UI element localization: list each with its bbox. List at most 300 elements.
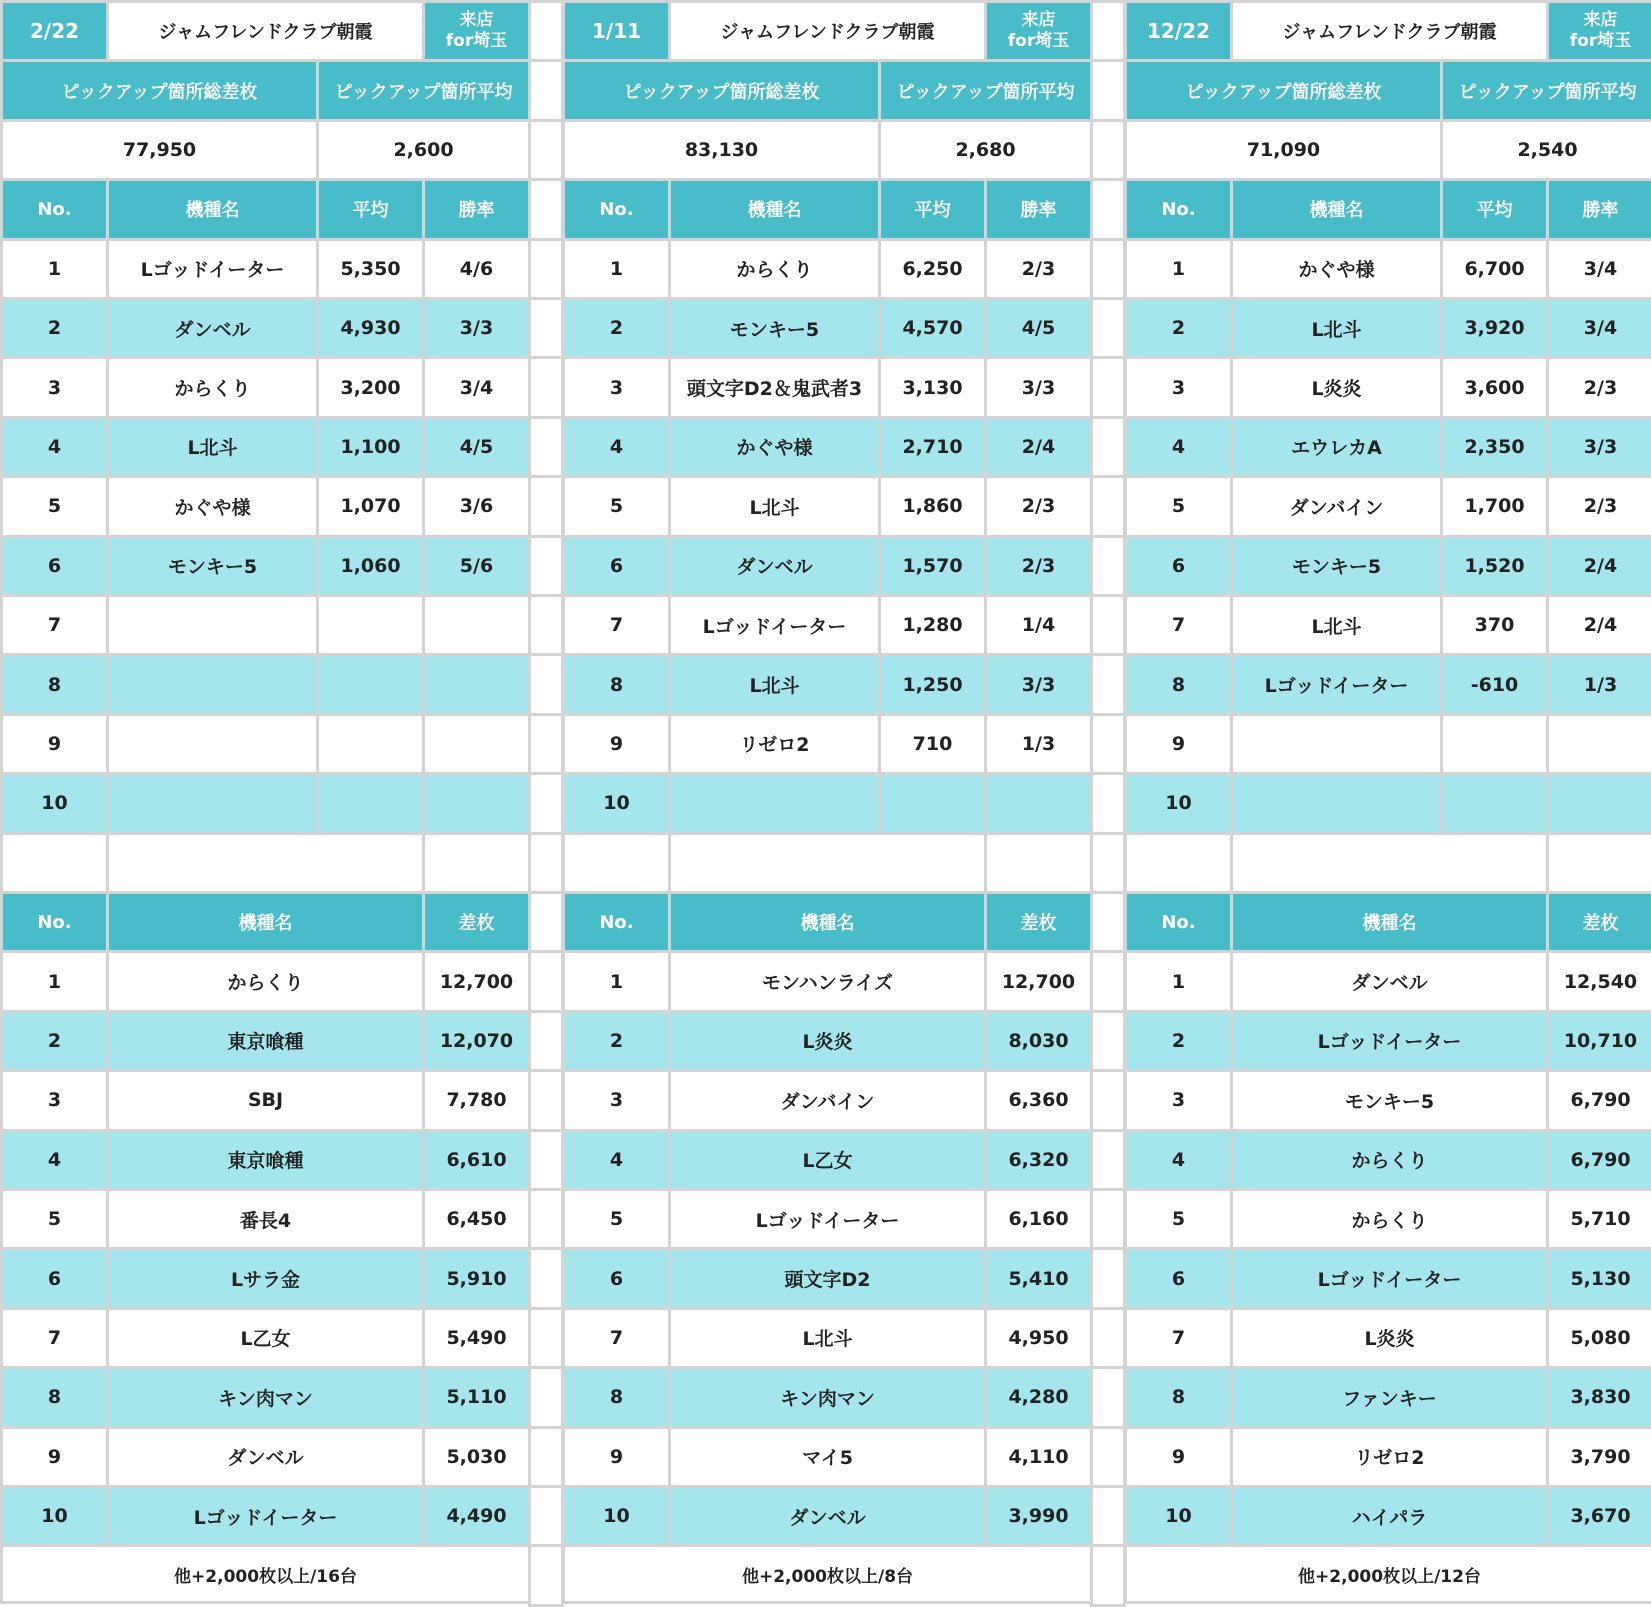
- pickup-row-rate: 3/4: [1546, 238, 1651, 300]
- event-date: 12/22: [1124, 0, 1233, 62]
- rank-col-diff-header: 差枚: [984, 891, 1093, 953]
- total-diff-header: ピックアップ箇所総差枚: [1124, 59, 1443, 121]
- ranking-row-diff: 6,160: [984, 1188, 1093, 1250]
- pickup-row-avg: -610: [1440, 653, 1549, 715]
- pickup-row-avg: 3,200: [316, 356, 425, 418]
- gap-cell: [1090, 1366, 1126, 1428]
- pickup-row-rate: 4/6: [422, 238, 531, 300]
- pickup-row-avg: 2,710: [878, 416, 987, 478]
- pickup-row-machine: エウレカA: [1230, 416, 1443, 478]
- rank-col-machine-header: 機種名: [106, 891, 425, 953]
- pickup-row-rate: 2/3: [984, 475, 1093, 537]
- col-rate-header: 勝率: [984, 178, 1093, 240]
- ranking-row-diff: 6,610: [422, 1129, 531, 1191]
- ranking-footer: 他+2,000枚以上/12台: [1124, 1544, 1651, 1603]
- ranking-row-machine: SBJ: [106, 1069, 425, 1131]
- pickup-row-rate: [422, 713, 531, 775]
- ranking-row-machine: モンハンライズ: [668, 950, 987, 1012]
- guest-label: [984, 0, 1093, 62]
- ranking-row-machine: リゼロ2: [1230, 1426, 1549, 1488]
- pickup-row-rate: [422, 594, 531, 656]
- ranking-row-machine: からくり: [1230, 1129, 1549, 1191]
- ranking-row-machine: からくり: [106, 950, 425, 1012]
- pickup-row-no: 1: [0, 238, 109, 300]
- pickup-row-no: 6: [562, 535, 671, 597]
- pickup-row-avg: 4,930: [316, 297, 425, 359]
- store-name: ジャムフレンドクラブ朝霞: [1230, 0, 1549, 62]
- rank-col-diff-header: 差枚: [422, 891, 531, 953]
- pickup-row-rate: 3/3: [422, 297, 531, 359]
- ranking-row-machine: L炎炎: [1230, 1307, 1549, 1369]
- gap-cell: [1090, 1485, 1126, 1547]
- pickup-row-machine: ダンベル: [106, 297, 319, 359]
- pickup-row-no: 9: [562, 713, 671, 775]
- pickup-row-no: 2: [562, 297, 671, 359]
- ranking-footer: 他+2,000枚以上/16台: [0, 1544, 531, 1603]
- ranking-row-diff: 5,910: [422, 1247, 531, 1309]
- avg-diff-value: 2,680: [878, 119, 1093, 181]
- pickup-row-rate: 5/6: [422, 535, 531, 597]
- pickup-row-rate: 2/3: [1546, 475, 1651, 537]
- ranking-row-no: 10: [0, 1485, 109, 1547]
- pickup-row-machine: L北斗: [106, 416, 319, 478]
- avg-diff-header: ピックアップ箇所平均: [878, 59, 1093, 121]
- gap-cell: [528, 772, 564, 834]
- gap-cell: [528, 1307, 564, 1369]
- pickup-row-rate: 3/3: [1546, 416, 1651, 478]
- ranking-row-diff: 6,450: [422, 1188, 531, 1250]
- pickup-row-avg: 1,570: [878, 535, 987, 597]
- ranking-row-diff: 6,320: [984, 1129, 1093, 1191]
- ranking-row-no: 3: [1124, 1069, 1233, 1131]
- pickup-row-machine: ダンバイン: [1230, 475, 1443, 537]
- rank-col-no-header: No.: [1124, 891, 1233, 953]
- pickup-row-no: 7: [562, 594, 671, 656]
- gap-cell: [528, 59, 564, 121]
- gap-cell: [528, 950, 564, 1012]
- col-no-header: No.: [0, 178, 109, 240]
- col-no-header: No.: [1124, 178, 1233, 240]
- pickup-row-avg: 370: [1440, 594, 1549, 656]
- gap-cell: [1090, 475, 1126, 537]
- spacer-cell: [1124, 832, 1233, 894]
- ranking-row-diff: 6,360: [984, 1069, 1093, 1131]
- col-rate-header: 勝率: [422, 178, 531, 240]
- panel-gap: [1090, 0, 1126, 1606]
- gap-cell: [1090, 1426, 1126, 1488]
- pickup-row-rate: [422, 772, 531, 834]
- ranking-row-machine: L炎炎: [668, 1010, 987, 1072]
- guest-label: [1546, 0, 1651, 62]
- ranking-row-diff: 5,080: [1546, 1307, 1651, 1369]
- pickup-row-avg: 1,280: [878, 594, 987, 656]
- gap-cell: [1090, 119, 1126, 181]
- ranking-row-no: 3: [0, 1069, 109, 1131]
- gap-cell: [1090, 713, 1126, 775]
- ranking-row-no: 5: [1124, 1188, 1233, 1250]
- ranking-row-diff: 3,990: [984, 1485, 1093, 1547]
- gap-cell: [1090, 1188, 1126, 1250]
- gap-cell: [1090, 1247, 1126, 1309]
- pickup-row-rate: [1546, 713, 1651, 775]
- pickup-row-avg: 1,100: [316, 416, 425, 478]
- ranking-row-diff: 4,110: [984, 1426, 1093, 1488]
- gap-cell: [528, 119, 564, 181]
- panel-gap: [528, 0, 564, 1606]
- pickup-row-machine: L炎炎: [1230, 356, 1443, 418]
- pickup-row-rate: 3/3: [984, 356, 1093, 418]
- spacer-cell: [1546, 832, 1651, 894]
- pickup-row-rate: 4/5: [422, 416, 531, 478]
- pickup-row-no: 10: [1124, 772, 1233, 834]
- pickup-row-no: 5: [562, 475, 671, 537]
- gap-cell: [1090, 297, 1126, 359]
- pickup-row-rate: 3/6: [422, 475, 531, 537]
- pickup-row-no: 8: [562, 653, 671, 715]
- guest-line-2: for埼玉: [445, 31, 508, 52]
- ranking-row-machine: L乙女: [668, 1129, 987, 1191]
- total-diff-value: 77,950: [0, 119, 319, 181]
- gap-cell: [1090, 238, 1126, 300]
- ranking-row-no: 5: [0, 1188, 109, 1250]
- pickup-row-rate: [984, 772, 1093, 834]
- gap-cell: [528, 0, 564, 62]
- ranking-row-diff: 5,110: [422, 1366, 531, 1428]
- col-machine-header: 機種名: [106, 178, 319, 240]
- gap-cell: [528, 356, 564, 418]
- ranking-row-machine: マイ5: [668, 1426, 987, 1488]
- pickup-row-machine: かぐや様: [1230, 238, 1443, 300]
- gap-cell: [528, 1247, 564, 1309]
- gap-cell: [528, 238, 564, 300]
- gap-cell: [1090, 59, 1126, 121]
- pickup-row-avg: 2,350: [1440, 416, 1549, 478]
- pickup-row-machine: [106, 713, 319, 775]
- pickup-row-avg: 1,250: [878, 653, 987, 715]
- pickup-row-rate: 2/4: [1546, 535, 1651, 597]
- ranking-row-diff: 12,700: [984, 950, 1093, 1012]
- pickup-row-rate: 4/5: [984, 297, 1093, 359]
- ranking-row-machine: Lゴッドイーター: [1230, 1247, 1549, 1309]
- pickup-row-machine: L北斗: [668, 475, 881, 537]
- pickup-row-machine: [1230, 772, 1443, 834]
- gap-cell: [1090, 950, 1126, 1012]
- pickup-row-machine: モンキー5: [106, 535, 319, 597]
- avg-diff-value: 2,540: [1440, 119, 1651, 181]
- pickup-row-rate: 3/4: [1546, 297, 1651, 359]
- ranking-row-diff: 3,790: [1546, 1426, 1651, 1488]
- gap-cell: [1090, 1010, 1126, 1072]
- ranking-row-diff: 12,540: [1546, 950, 1651, 1012]
- gap-cell: [1090, 772, 1126, 834]
- pickup-row-machine: Lゴッドイーター: [106, 238, 319, 300]
- ranking-row-machine: Lゴッドイーター: [668, 1188, 987, 1250]
- pickup-row-avg: 4,570: [878, 297, 987, 359]
- col-machine-header: 機種名: [668, 178, 881, 240]
- total-diff-header: ピックアップ箇所総差枚: [562, 59, 881, 121]
- spacer-cell: [668, 832, 987, 894]
- gap-cell: [528, 1010, 564, 1072]
- gap-cell: [528, 1544, 564, 1606]
- total-diff-value: 71,090: [1124, 119, 1443, 181]
- pickup-row-rate: 2/4: [1546, 594, 1651, 656]
- gap-cell: [1090, 535, 1126, 597]
- gap-cell: [528, 416, 564, 478]
- pickup-row-avg: [316, 772, 425, 834]
- ranking-row-no: 1: [1124, 950, 1233, 1012]
- gap-cell: [1090, 0, 1126, 62]
- col-avg-header: 平均: [1440, 178, 1549, 240]
- gap-cell: [1090, 416, 1126, 478]
- pickup-row-no: 5: [0, 475, 109, 537]
- ranking-row-diff: 5,030: [422, 1426, 531, 1488]
- ranking-row-diff: 6,790: [1546, 1129, 1651, 1191]
- gap-cell: [528, 535, 564, 597]
- pickup-row-no: 2: [0, 297, 109, 359]
- ranking-row-diff: 4,280: [984, 1366, 1093, 1428]
- pickup-row-no: 6: [1124, 535, 1233, 597]
- pickup-row-rate: 3/4: [422, 356, 531, 418]
- pickup-row-avg: [316, 594, 425, 656]
- ranking-row-machine: 頭文字D2: [668, 1247, 987, 1309]
- ranking-row-no: 3: [562, 1069, 671, 1131]
- ranking-row-machine: ハイパラ: [1230, 1485, 1549, 1547]
- pickup-row-machine: [668, 772, 881, 834]
- gap-cell: [528, 1485, 564, 1547]
- gap-cell: [1090, 832, 1126, 894]
- pickup-row-no: 2: [1124, 297, 1233, 359]
- spacer-cell: [984, 832, 1093, 894]
- pickup-row-avg: 3,130: [878, 356, 987, 418]
- gap-cell: [528, 178, 564, 240]
- pickup-row-no: 7: [0, 594, 109, 656]
- ranking-row-no: 2: [562, 1010, 671, 1072]
- ranking-row-no: 8: [1124, 1366, 1233, 1428]
- ranking-row-no: 1: [0, 950, 109, 1012]
- pickup-row-machine: 頭文字D2＆鬼武者3: [668, 356, 881, 418]
- pickup-row-machine: かぐや様: [668, 416, 881, 478]
- pickup-row-rate: 2/3: [984, 238, 1093, 300]
- pickup-row-rate: 2/4: [984, 416, 1093, 478]
- rank-col-machine-header: 機種名: [1230, 891, 1549, 953]
- gap-cell: [528, 653, 564, 715]
- gap-cell: [528, 713, 564, 775]
- pickup-row-machine: からくり: [668, 238, 881, 300]
- ranking-row-no: 8: [0, 1366, 109, 1428]
- date-panel-2: [562, 0, 1090, 1606]
- ranking-row-diff: 8,030: [984, 1010, 1093, 1072]
- ranking-row-diff: 4,490: [422, 1485, 531, 1547]
- ranking-row-machine: L乙女: [106, 1307, 425, 1369]
- ranking-row-machine: ファンキー: [1230, 1366, 1549, 1428]
- ranking-row-no: 4: [562, 1129, 671, 1191]
- pickup-row-no: 3: [562, 356, 671, 418]
- ranking-row-machine: 東京喰種: [106, 1129, 425, 1191]
- pickup-row-no: 10: [562, 772, 671, 834]
- pickup-row-rate: [422, 653, 531, 715]
- pickup-row-machine: [106, 772, 319, 834]
- gap-cell: [528, 891, 564, 953]
- ranking-row-diff: 3,830: [1546, 1366, 1651, 1428]
- ranking-row-no: 2: [1124, 1010, 1233, 1072]
- pickup-row-avg: 3,920: [1440, 297, 1549, 359]
- gap-cell: [528, 475, 564, 537]
- ranking-row-no: 4: [1124, 1129, 1233, 1191]
- pickup-row-avg: [1440, 772, 1549, 834]
- col-avg-header: 平均: [316, 178, 425, 240]
- pickup-row-no: 1: [562, 238, 671, 300]
- pickup-row-rate: [1546, 772, 1651, 834]
- pickup-row-avg: [1440, 713, 1549, 775]
- pickup-row-no: 3: [0, 356, 109, 418]
- gap-cell: [528, 832, 564, 894]
- rank-col-diff-header: 差枚: [1546, 891, 1651, 953]
- pickup-row-rate: 1/4: [984, 594, 1093, 656]
- spacer-cell: [562, 832, 671, 894]
- ranking-row-machine: L北斗: [668, 1307, 987, 1369]
- gap-cell: [528, 594, 564, 656]
- event-date: 2/22: [0, 0, 109, 62]
- ranking-row-no: 10: [1124, 1485, 1233, 1547]
- pickup-row-machine: モンキー5: [1230, 535, 1443, 597]
- pickup-row-machine: かぐや様: [106, 475, 319, 537]
- pickup-row-avg: [316, 713, 425, 775]
- gap-cell: [1090, 1069, 1126, 1131]
- pickup-row-machine: Lゴッドイーター: [668, 594, 881, 656]
- pickup-row-no: 4: [0, 416, 109, 478]
- gap-cell: [528, 297, 564, 359]
- pickup-row-avg: 3,600: [1440, 356, 1549, 418]
- ranking-row-no: 9: [0, 1426, 109, 1488]
- col-avg-header: 平均: [878, 178, 987, 240]
- ranking-row-diff: 5,710: [1546, 1188, 1651, 1250]
- gap-cell: [1090, 1544, 1126, 1606]
- spacer-cell: [0, 832, 109, 894]
- ranking-footer: 他+2,000枚以上/8台: [562, 1544, 1093, 1603]
- pickup-row-machine: [1230, 713, 1443, 775]
- ranking-row-diff: 10,710: [1546, 1010, 1651, 1072]
- gap-cell: [1090, 653, 1126, 715]
- ranking-row-no: 5: [562, 1188, 671, 1250]
- pickup-row-avg: [878, 772, 987, 834]
- pickup-row-avg: 6,700: [1440, 238, 1549, 300]
- rank-col-no-header: No.: [0, 891, 109, 953]
- pickup-row-rate: 2/3: [1546, 356, 1651, 418]
- pickup-row-machine: [106, 653, 319, 715]
- col-machine-header: 機種名: [1230, 178, 1443, 240]
- gap-cell: [1090, 178, 1126, 240]
- pickup-row-no: 8: [1124, 653, 1233, 715]
- pickup-row-avg: 5,350: [316, 238, 425, 300]
- pickup-row-machine: L北斗: [668, 653, 881, 715]
- ranking-row-machine: からくり: [1230, 1188, 1549, 1250]
- pickup-row-no: 7: [1124, 594, 1233, 656]
- ranking-row-machine: Lサラ金: [106, 1247, 425, 1309]
- pickup-row-avg: 1,860: [878, 475, 987, 537]
- pickup-row-no: 4: [1124, 416, 1233, 478]
- ranking-row-no: 6: [0, 1247, 109, 1309]
- gap-cell: [528, 1426, 564, 1488]
- spacer-cell: [106, 832, 425, 894]
- pickup-row-avg: 1,060: [316, 535, 425, 597]
- pickup-row-machine: [106, 594, 319, 656]
- ranking-row-diff: 5,410: [984, 1247, 1093, 1309]
- guest-line-2: for埼玉: [1007, 31, 1070, 52]
- gap-cell: [1090, 891, 1126, 953]
- ranking-row-no: 6: [562, 1247, 671, 1309]
- gap-cell: [528, 1069, 564, 1131]
- gap-cell: [528, 1188, 564, 1250]
- pickup-row-machine: ダンベル: [668, 535, 881, 597]
- ranking-row-no: 7: [562, 1307, 671, 1369]
- ranking-row-machine: 東京喰種: [106, 1010, 425, 1072]
- spacer-cell: [422, 832, 531, 894]
- avg-diff-header: ピックアップ箇所平均: [1440, 59, 1651, 121]
- col-rate-header: 勝率: [1546, 178, 1651, 240]
- ranking-row-no: 6: [1124, 1247, 1233, 1309]
- ranking-row-machine: キン肉マン: [106, 1366, 425, 1428]
- ranking-row-machine: ダンベル: [668, 1485, 987, 1547]
- ranking-row-no: 9: [562, 1426, 671, 1488]
- date-panel-3: [1124, 0, 1651, 1606]
- pickup-row-avg: 1,070: [316, 475, 425, 537]
- spacer-cell: [1230, 832, 1549, 894]
- pickup-row-avg: [316, 653, 425, 715]
- ranking-row-diff: 12,070: [422, 1010, 531, 1072]
- pickup-row-avg: 1,700: [1440, 475, 1549, 537]
- store-name: ジャムフレンドクラブ朝霞: [668, 0, 987, 62]
- pickup-row-no: 1: [1124, 238, 1233, 300]
- gap-cell: [528, 1366, 564, 1428]
- ranking-row-diff: 7,780: [422, 1069, 531, 1131]
- pickup-row-avg: 710: [878, 713, 987, 775]
- guest-line-1: 来店: [1021, 10, 1056, 31]
- pickup-row-avg: 1,520: [1440, 535, 1549, 597]
- gap-cell: [1090, 356, 1126, 418]
- gap-cell: [528, 1129, 564, 1191]
- ranking-row-diff: 12,700: [422, 950, 531, 1012]
- pickup-row-rate: 2/3: [984, 535, 1093, 597]
- ranking-row-diff: 3,670: [1546, 1485, 1651, 1547]
- gap-cell: [1090, 1129, 1126, 1191]
- ranking-row-machine: ダンベル: [106, 1426, 425, 1488]
- pickup-row-rate: 3/3: [984, 653, 1093, 715]
- gap-cell: [1090, 1307, 1126, 1369]
- guest-label: [422, 0, 531, 62]
- ranking-row-machine: Lゴッドイーター: [106, 1485, 425, 1547]
- ranking-row-diff: 5,490: [422, 1307, 531, 1369]
- avg-diff-value: 2,600: [316, 119, 531, 181]
- pickup-row-rate: 1/3: [1546, 653, 1651, 715]
- total-diff-header: ピックアップ箇所総差枚: [0, 59, 319, 121]
- rank-col-no-header: No.: [562, 891, 671, 953]
- ranking-row-machine: 番長4: [106, 1188, 425, 1250]
- event-date: 1/11: [562, 0, 671, 62]
- ranking-row-no: 2: [0, 1010, 109, 1072]
- store-name: ジャムフレンドクラブ朝霞: [106, 0, 425, 62]
- ranking-row-machine: Lゴッドイーター: [1230, 1010, 1549, 1072]
- pickup-row-no: 3: [1124, 356, 1233, 418]
- guest-line-2: for埼玉: [1569, 31, 1632, 52]
- ranking-row-diff: 5,130: [1546, 1247, 1651, 1309]
- ranking-row-no: 10: [562, 1485, 671, 1547]
- ranking-row-machine: ダンベル: [1230, 950, 1549, 1012]
- pickup-row-machine: リゼロ2: [668, 713, 881, 775]
- ranking-row-diff: 6,790: [1546, 1069, 1651, 1131]
- ranking-row-no: 9: [1124, 1426, 1233, 1488]
- pickup-row-no: 6: [0, 535, 109, 597]
- total-diff-value: 83,130: [562, 119, 881, 181]
